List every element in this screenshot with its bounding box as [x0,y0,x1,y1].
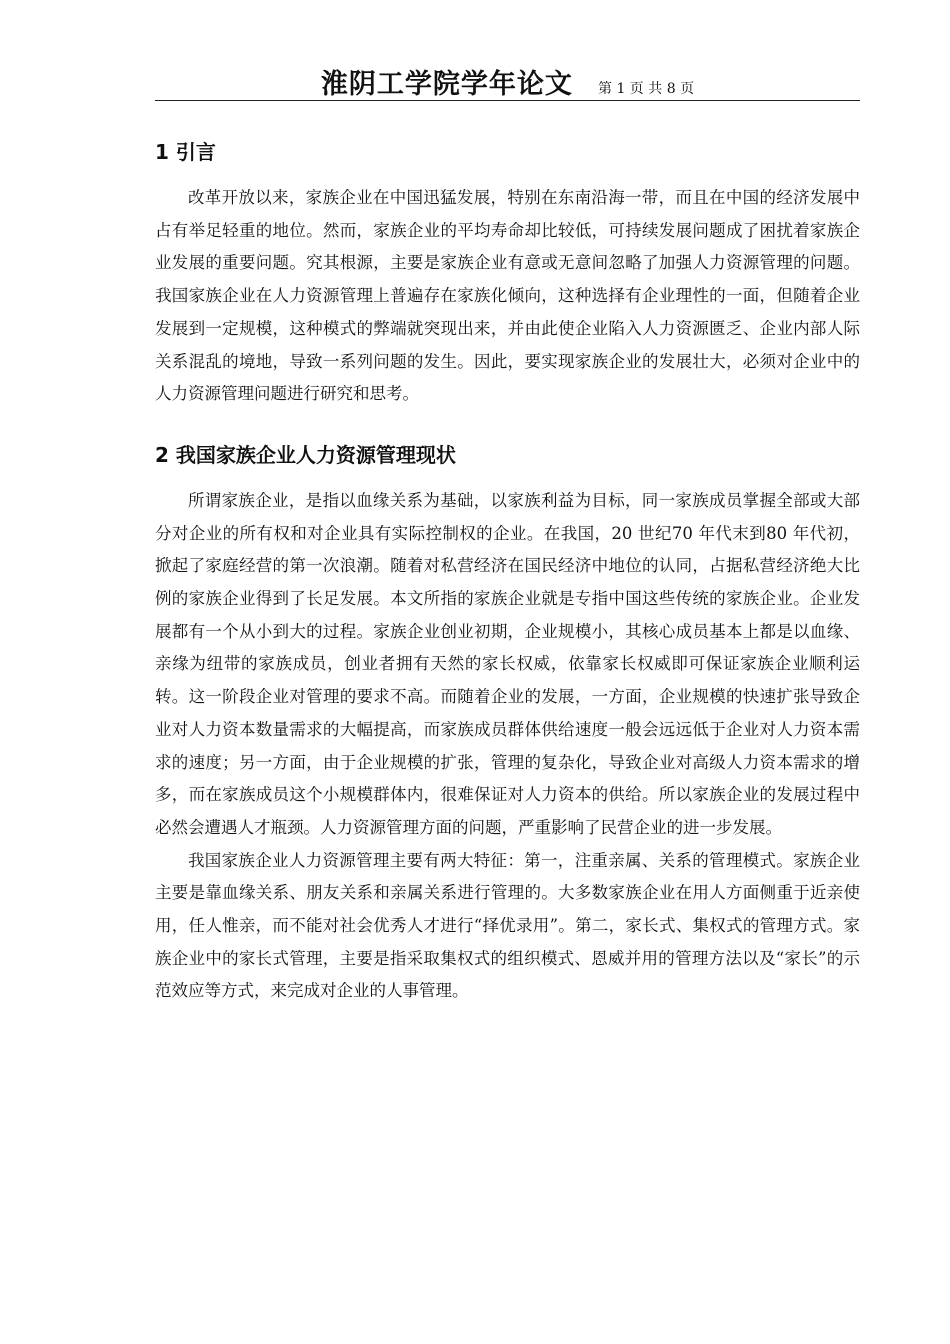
document-body [155,132,860,1008]
paragraph: 我国家族企业人力资源管理主要有两大特征：第一，注重亲属、关系的管理模式。家族企业主要是靠血缘关系、朋友关系和亲属关系进行管理的。大多数家族企业在用人方面侧重于近亲使用，任人惟亲，而不能对社会优秀人才进行“择优录用”。第二，家长式、集权式的管理方式。家族企业中的家长式管理，主要是指采取集权式的组织模式、恩威并用的管理方法以及“家长”的示范效应等方式，来完成对企业的人事管理。 [155,850,860,1001]
paragraph: 改革开放以来，家族企业在中国迅猛发展，特别在东南沿海一带，而且在中国的经济发展中占有举足轻重的地位。然而，家族企业的平均寿命却比较低，可持续发展问题成了困扰着家族企业发展的重要问题。究其根源，主要是家族企业有意或无意间忽略了加强人力资源管理的问题。我国家族企业在人力资源管理上普遍存在家族化倾向，这种选择有企业理性的一面，但随着企业发展到一定规模，这种模式的弊端就突现出来，并由此使企业陷入人力资源匮乏、企业内部人际关系混乱的境地，导致一系列问题的发生。因此，要实现家族企业的发展壮大，必须对企业中的人力资源管理问题进行研究和思考。 [155,188,860,404]
section-introduction [155,132,860,411]
section-current-status [155,435,860,1008]
section-heading: 2 我国家族企业人力资源管理现状 [155,442,456,467]
page-number: 第 1 页 共 8 页 [598,81,695,97]
section-heading: 1 引言 [155,140,216,164]
page-header [155,62,860,101]
header-title: 淮阴工学院学年论文 [320,69,573,100]
paragraph: 所谓家族企业，是指以血缘关系为基础，以家族利益为目标，同一家族成员掌握全部或大部分对企业的所有权和对企业具有实际控制权的企业。在我国，20 世纪70 年代末到80 年代初，掀起了家庭经营的第一次浪潮。随着对私营经济在国民经济中地位的认同，占据私营经济绝大比例的家族企业得到了长足发展。本文所指的家族企业就是专指中国这些传统的家族企业。企业发展都有一个从小到大的过程。家族企业创业初期，企业规模小，其核心成员基本上都是以血缘、亲缘为纽带的家族成员，创业者拥有天然的家长权威，依靠家长权威即可保证家族企业顺利运转。这一阶段企业对管理的要求不高。而随着企业的发展，一方面，企业规模的快速扩张导致企业对人力资本数量需求的大幅提高，而家族成员群体供给速度一般会远远低于企业对人力资本需求的速度；另一方面，由于企业规模的扩张，管理的复杂化，导致企业对高级人力资本需求的增多，而在家族成员这个小规模群体内，很难保证对人力资本的供给。所以家族企业的发展过程中必然会遭遇人才瓶颈。人力资源管理方面的问题，严重影响了民营企业的进一步发展。 [155,490,860,837]
